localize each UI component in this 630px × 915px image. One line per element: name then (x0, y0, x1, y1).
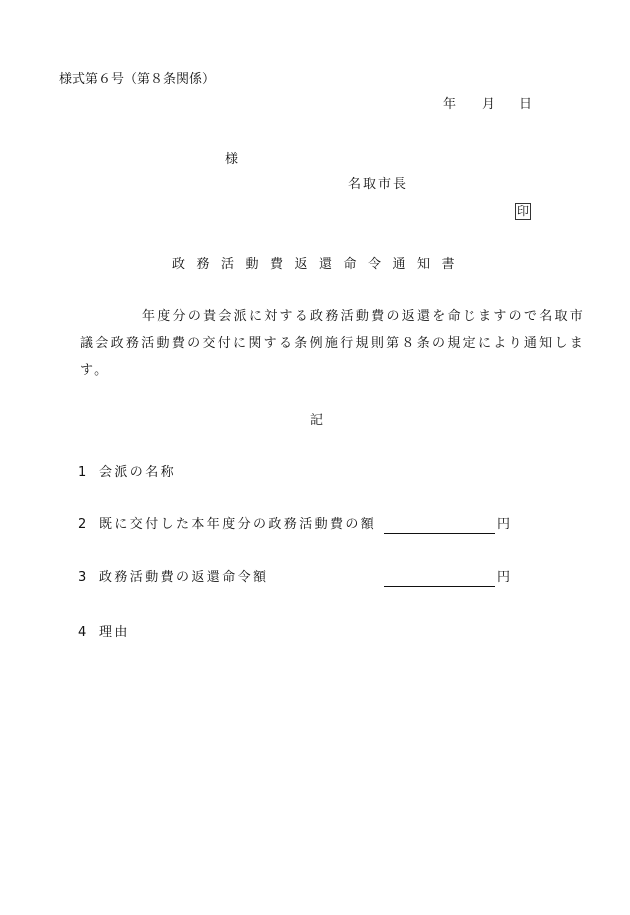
item-number: 3 (78, 570, 87, 585)
item-reason (78, 626, 130, 639)
form-number: 様式第６号（第８条関係） (59, 72, 216, 87)
granted-amount-blank-line (384, 519, 495, 534)
item-granted-amount (78, 518, 376, 531)
return-amount-yen-unit: 円 (497, 570, 511, 585)
issuer-name: 名取市長 (348, 177, 409, 192)
item-number: 1 (78, 465, 87, 480)
item-number: 4 (78, 625, 87, 640)
granted-amount-yen-unit: 円 (497, 517, 511, 532)
date-year-label: 年 (443, 97, 457, 112)
item-label: 既に交付した本年度分の政務活動費の額 (99, 517, 377, 532)
seal-mark: 印 (515, 203, 531, 220)
item-label: 会派の名称 (99, 465, 177, 480)
item-faction-name (78, 466, 176, 479)
return-amount-blank-line (384, 572, 495, 587)
body-text: 年度分の貴会派に対する政務活動費の返還を命じますので名取市議会政務活動費の交付に関する条例施行規則第８条の規定により通知します。 (80, 309, 585, 378)
date-day-label: 日 (519, 97, 533, 112)
item-label: 政務活動費の返還命令額 (99, 570, 269, 585)
item-return-amount (78, 571, 268, 584)
document-title: 政務活動費返還命令通知書 (172, 257, 467, 272)
item-number: 2 (78, 517, 87, 532)
date-month-label: 月 (482, 97, 496, 112)
addressee-suffix: 様 (225, 152, 239, 167)
item-label: 理由 (99, 625, 130, 640)
ki-label: 記 (310, 413, 324, 428)
